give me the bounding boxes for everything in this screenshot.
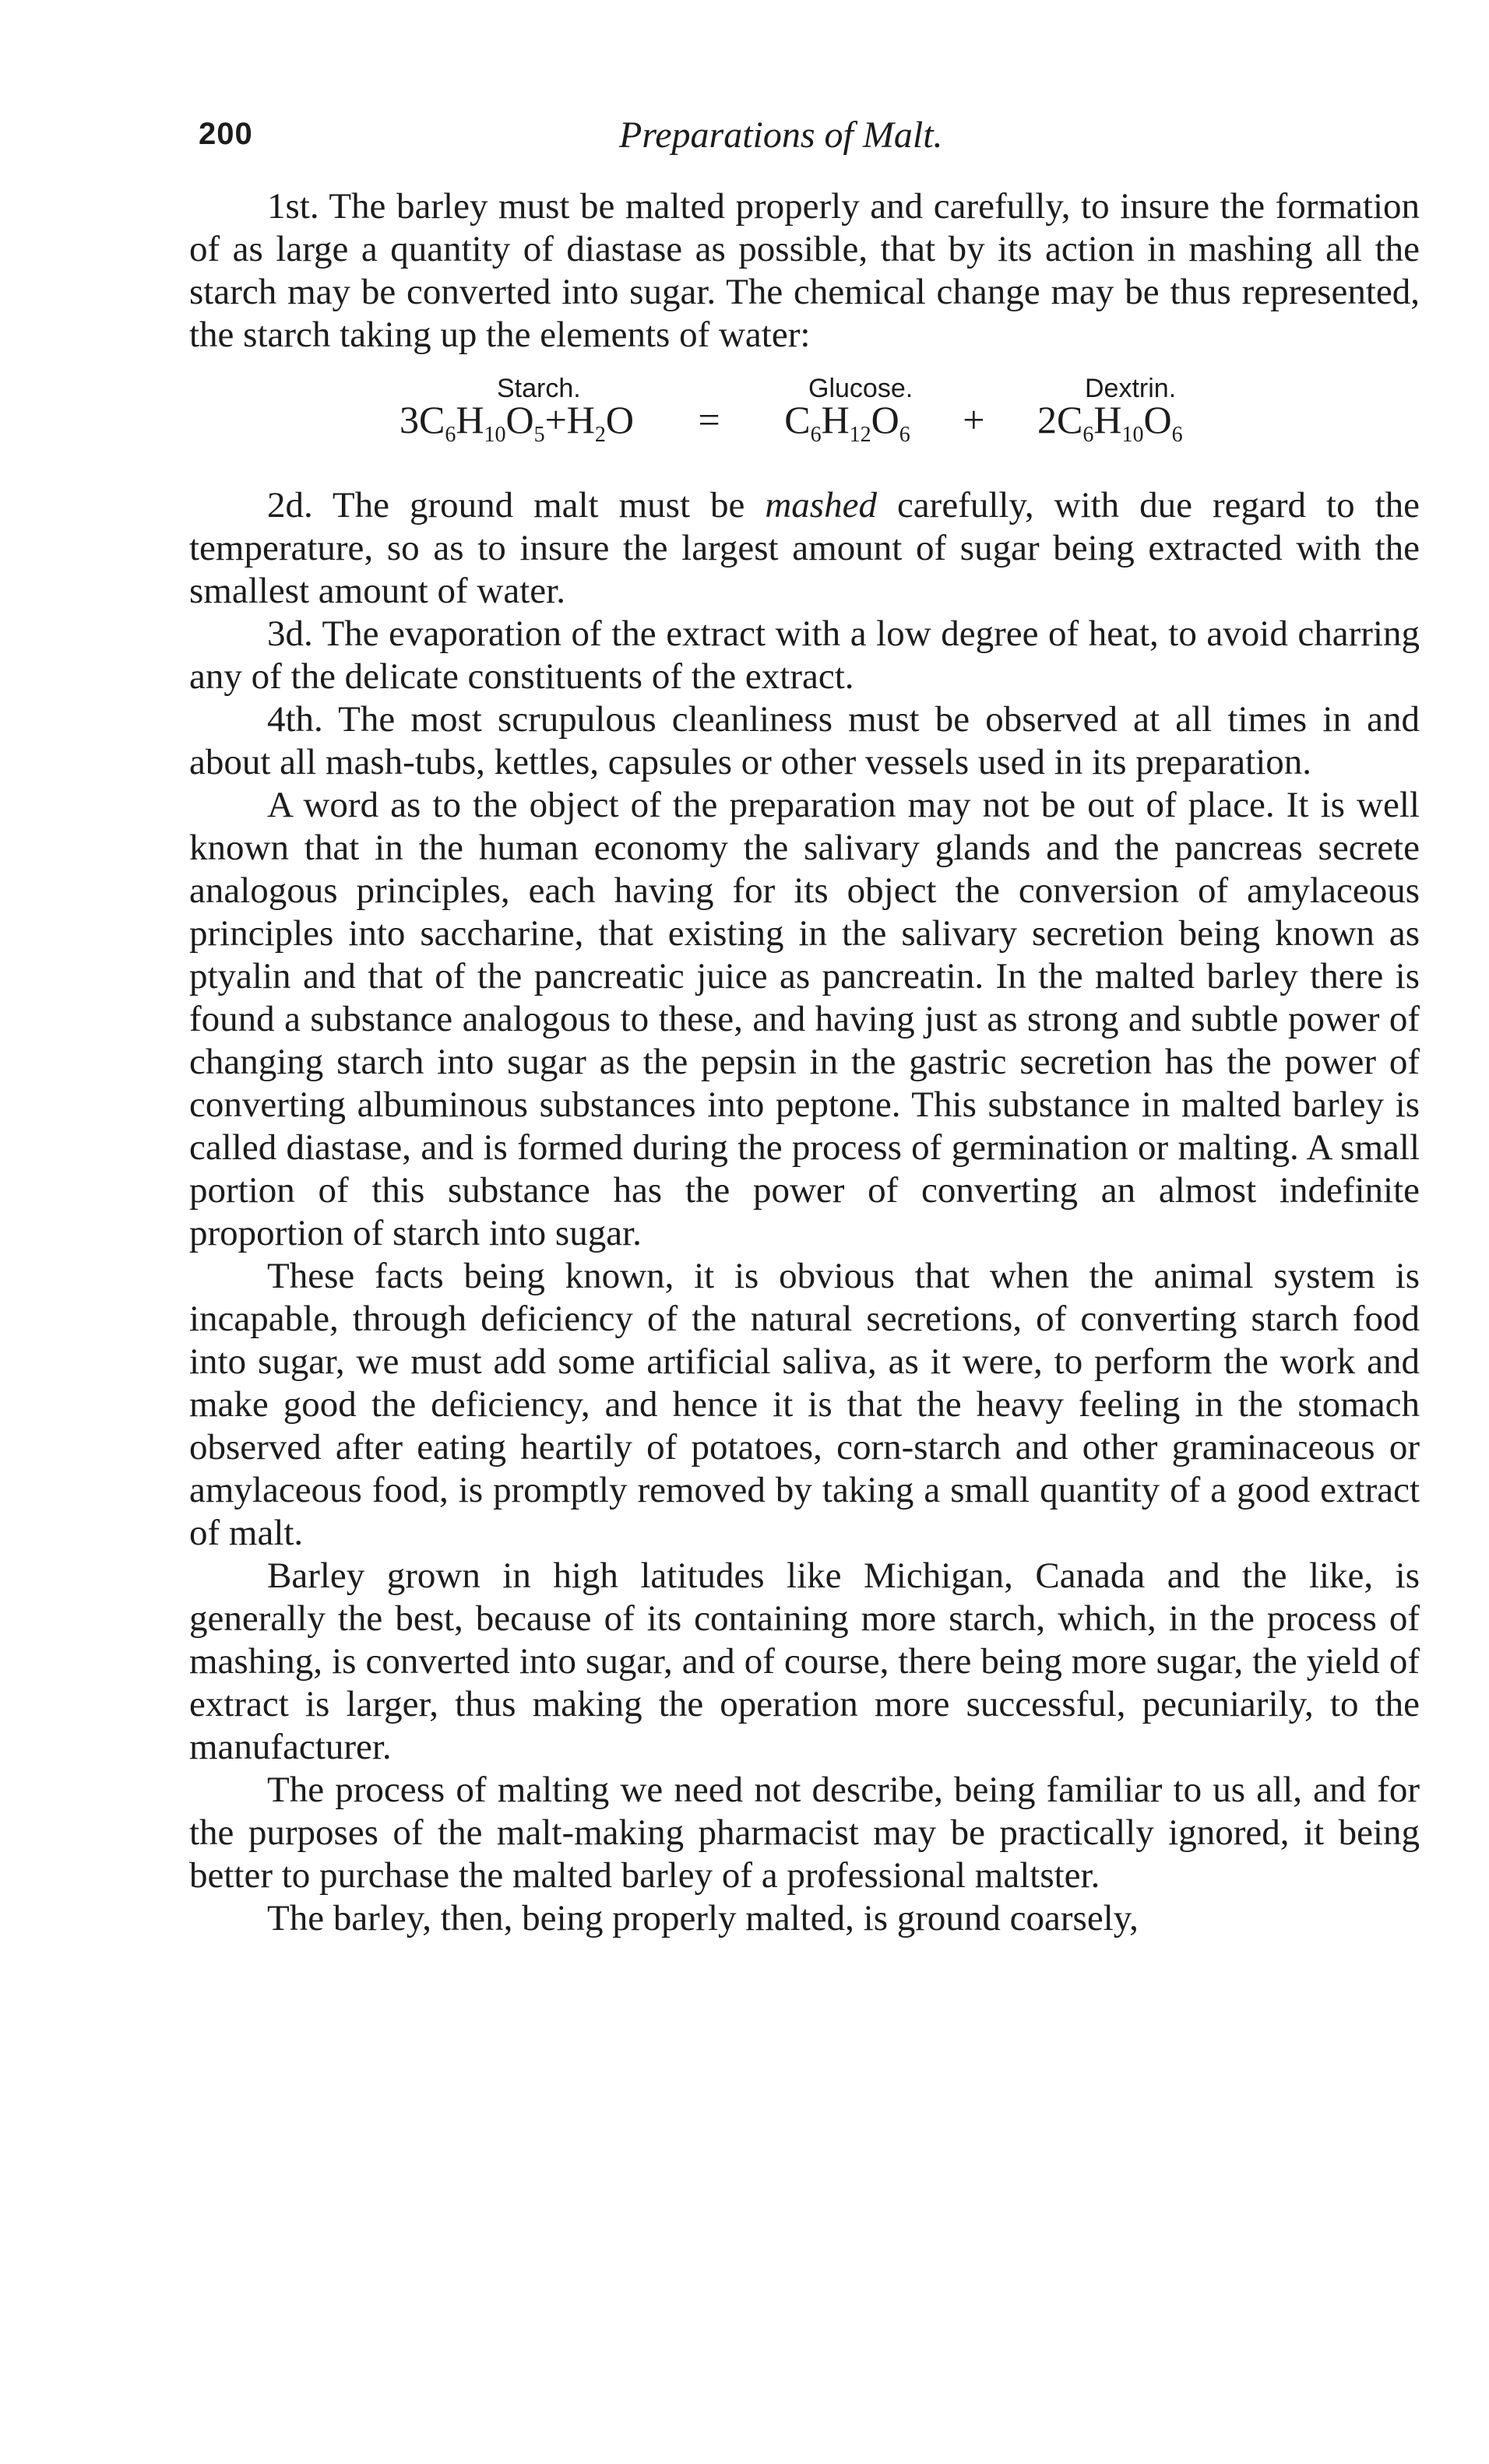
paragraph-object: A word as to the object of the preparation may not be out of place. It is well known that in the human economy the salivary glands and the pancreas secrete analogous principles, each having for its object the conversion of amylaceous principles into saccharine, that existing in the salivary secretion being known as ptyalin and that of the pancreatic juice as pancreatin. In the malted barley there is found a substance analogous to these, and having just as strong and subtle power of changing starch into sugar as the pepsin in the gastric secretion has the power of converting albuminous substances into peptone. This substance in malted barley is called diastase, and is formed during the process of germination or malting. A small portion of this substance has the power of converting an almost indefinite proportion of starch into sugar.	[189, 785, 1420, 1253]
paragraph-third-step: 3d. The evaporation of the extract with a low degree of heat, to avoid charring any of the delicate constituents of the extract.	[189, 613, 1420, 697]
equation-equals: =	[698, 398, 720, 441]
equation-label-dextrin: Dextrin.	[1085, 374, 1177, 403]
equation-plus: +	[963, 398, 985, 441]
paragraph-second-step	[189, 484, 1420, 613]
paragraph-first-step: 1st. The barley must be malted properly and carefully, to insure the formation of as large a quantity of diastase as possible, that by its action in mashing all the starch may be converted into sugar. The chemical change may be thus represented, the starch taking up the elements of water:	[189, 186, 1420, 355]
body-text	[189, 185, 1420, 1940]
equation-label-glucose: Glucose.	[808, 374, 913, 403]
p2-text-after: carefully, with due regard to the temperature, so as to insure the largest amount of sugar being extracted with the smallest amount of water.	[189, 485, 1420, 611]
paragraph-barley: Barley grown in high latitudes like Michigan, Canada and the like, is generally the best, because of its containing more starch, which, in the process of mashing, is converted into sugar, and of course, there being more sugar, the yield of extract is larger, thus making the operation more successful, pecuniarily, to the manufacturer.	[189, 1555, 1420, 1767]
chemical-equation	[189, 367, 1420, 484]
equation-label-starch: Starch.	[497, 374, 581, 403]
equation-dextrin: $2C_6H_{10}O_6$	[1037, 398, 1183, 447]
p2-text-before: 2d. The ground malt must be	[267, 485, 766, 525]
equation-glucose: $C_6H_{12}O_6$	[784, 398, 910, 447]
running-head: Preparations of Malt.	[619, 114, 943, 156]
page-header	[199, 114, 1289, 163]
paragraph-facts: These facts being known, it is obvious that when the animal system is incapable, through deficiency of the natural secretions, of converting starch food into sugar, we must add some artificial saliva, as it were, to perform the work and make good the deficiency, and hence it is that the heavy feeling in the stomach observed after eating heartily of potatoes, corn-starch and other graminaceous or amylaceous food, is promptly removed by taking a small quantity of a good extract of malt.	[189, 1256, 1420, 1553]
paragraph-fourth-step: 4th. The most scrupulous cleanliness must be observed at all times in and about all mash-tubs, kettles, capsules or other vessels used in its preparation.	[189, 699, 1420, 782]
paragraph-malting: The process of malting we need not describe, being familiar to us all, and for the purposes of the malt-making pharmacist may be practically ignored, it being better to purchase the malted barley of a professional maltster.	[189, 1770, 1420, 1896]
page-number: 200	[199, 117, 253, 151]
p2-italic-mashed: mashed	[765, 485, 877, 525]
equation-formula	[400, 399, 1183, 456]
paragraph-ground: The barley, then, being properly malted, is ground coarsely,	[267, 1898, 1139, 1939]
equation-lhs: $3C_6H_{10}O_5+H_2O$	[400, 398, 634, 447]
